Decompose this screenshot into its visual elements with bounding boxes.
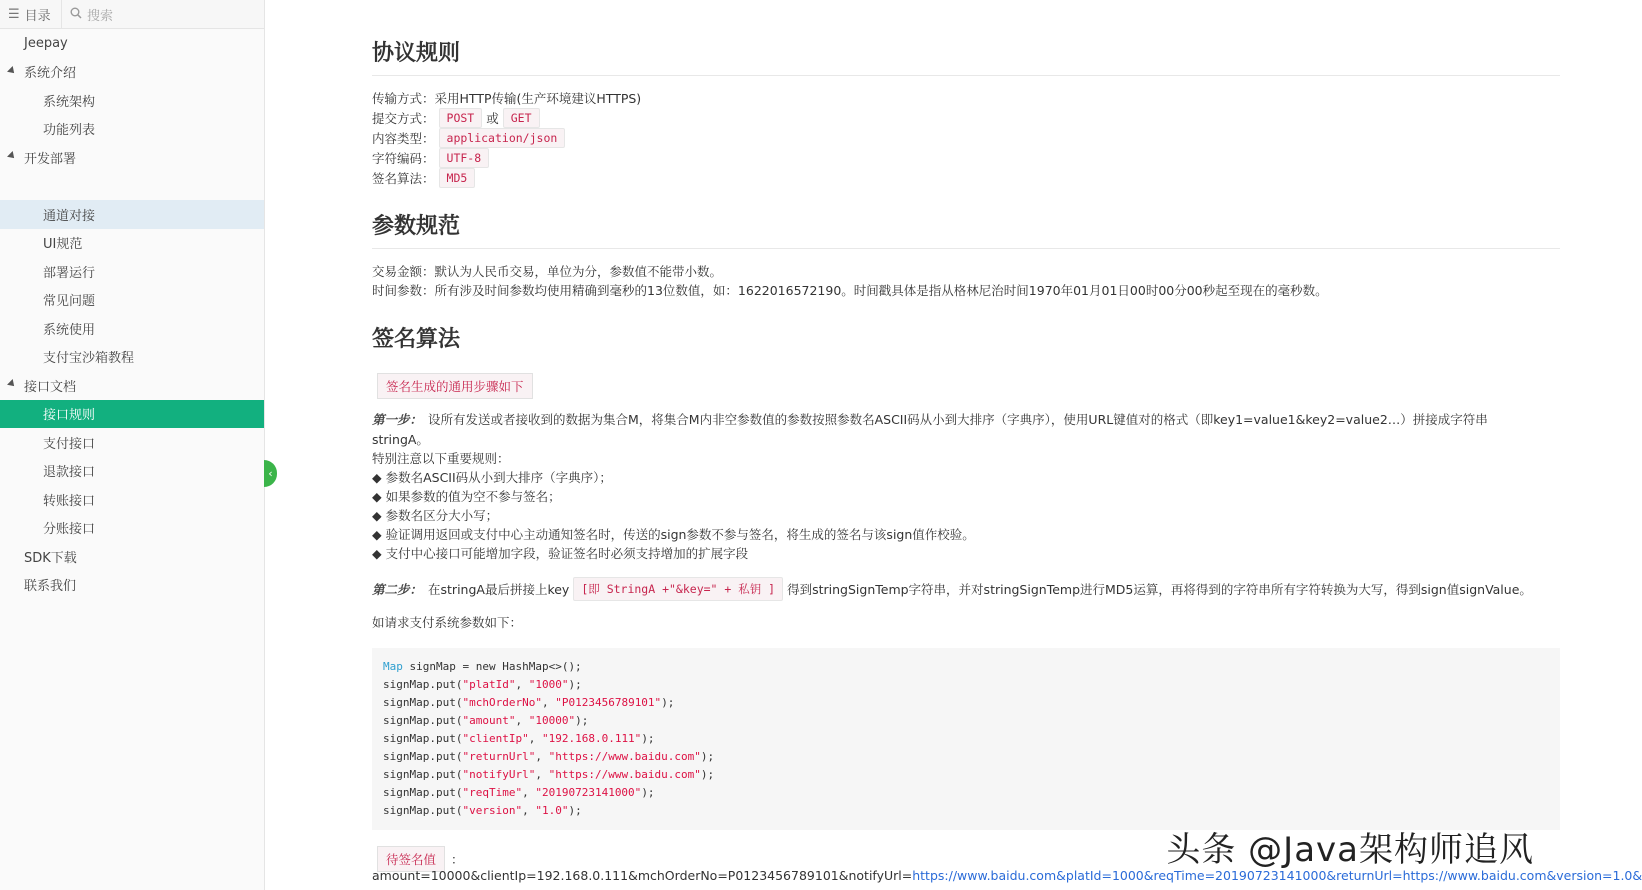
code-token: "20190723141000" xyxy=(535,786,642,799)
code-lines xyxy=(383,676,1549,820)
toc-item[interactable] xyxy=(0,400,264,429)
example-intro: 如请求支付系统参数如下： xyxy=(372,615,523,630)
sign-algo-row xyxy=(372,168,479,188)
code-line xyxy=(383,712,1549,730)
note-item: ◆ 参数名ASCII码从小到大排序（字典序）； xyxy=(372,470,612,485)
amount-text: 交易金额：默认为人民币交易，单位为分，参数值不能带小数。 xyxy=(372,264,723,279)
toc-item-label: 系统使用 xyxy=(43,322,96,338)
toc-item[interactable] xyxy=(0,143,264,172)
steps-tag-row xyxy=(377,373,533,399)
code-token: ); xyxy=(641,786,655,799)
code-token: "version" xyxy=(462,804,523,817)
code-line xyxy=(383,658,1549,676)
time-text: 时间参数：所有涉及时间参数均使用精确到毫秒的13位数值，如：1622016572190。时间戳具体是指从格林尼治时间1970年01月01日00时00分00秒起至现在的毫秒数。 xyxy=(372,283,1328,298)
toc-item-label: 系统架构 xyxy=(43,94,96,110)
signature-heading: 签名算法 xyxy=(372,327,461,352)
code-token: , xyxy=(515,714,529,727)
code-token: signMap.put( xyxy=(383,804,463,817)
toc-item-label: 支付宝沙箱教程 xyxy=(43,351,135,367)
toc-item[interactable] xyxy=(0,428,264,457)
code-token: signMap.put( xyxy=(383,732,463,745)
tab-toc-label: 目录 xyxy=(24,9,51,24)
toc-item-label: 系统介绍 xyxy=(24,66,77,82)
toc-item[interactable] xyxy=(0,371,264,400)
toc-item-label: 接口文档 xyxy=(24,379,77,395)
toc-item-label: Jeepay xyxy=(24,35,68,51)
sidebar xyxy=(0,0,265,890)
step1-cont: stringA。 xyxy=(372,432,429,447)
code-token: signMap.put( xyxy=(383,696,463,709)
code-token: , xyxy=(522,786,536,799)
toc-item-label: 功能列表 xyxy=(43,123,96,139)
submit-get-code: GET xyxy=(503,108,540,128)
code-line xyxy=(383,694,1549,712)
code-token: "1.0" xyxy=(535,804,569,817)
toc-item-label: 退款接口 xyxy=(43,465,96,481)
code-token: "1000" xyxy=(528,678,569,691)
note-item: ◆ 验证调用返回或支付中心主动通知签名时，传送的sign参数不参与签名，将生成的签名与该sign值作校验。 xyxy=(372,527,975,542)
toc-item[interactable] xyxy=(0,115,264,144)
code-token: signMap.put( xyxy=(383,714,463,727)
submit-label: 提交方式： xyxy=(372,111,435,126)
code-token: , xyxy=(541,696,556,709)
toc-item[interactable] xyxy=(0,457,264,486)
toc-item[interactable] xyxy=(0,86,264,115)
toc-item[interactable] xyxy=(0,286,264,315)
code-token: "returnUrl" xyxy=(462,750,536,763)
step2-row xyxy=(372,577,1532,601)
step2-code: [即 StringA +"&key=" + 私钥 ] xyxy=(573,577,783,601)
code-keyword: Map xyxy=(383,660,403,673)
pending-plain: amount=10000&clientIp=192.168.0.111&mchOrderNo=P0123456789101&notifyUrl= xyxy=(372,868,913,883)
tab-toc[interactable] xyxy=(0,0,62,29)
toc-item[interactable] xyxy=(0,29,264,58)
code-token: signMap.put( xyxy=(383,678,463,691)
code-token: ); xyxy=(700,768,715,781)
code-token: "192.168.0.111" xyxy=(541,732,642,745)
toc-item[interactable] xyxy=(0,200,264,229)
code-token: , xyxy=(522,804,536,817)
toc-item-label: UI规范 xyxy=(43,237,83,253)
pending-colon: ： xyxy=(451,852,464,867)
code-token: signMap.put( xyxy=(383,768,463,781)
code-line xyxy=(383,766,1549,784)
step2-label: 第二步： xyxy=(372,582,423,597)
submit-post-code: POST xyxy=(439,108,483,128)
toc-item-label: 分账接口 xyxy=(43,522,96,538)
code-block xyxy=(372,648,1560,830)
expand-arrow-icon[interactable] xyxy=(7,151,17,161)
toc-item-label: 接口规则 xyxy=(43,408,96,424)
toc-item-label: 开发部署 xyxy=(24,151,77,167)
transport-value: 采用HTTP传输(生产环境建议HTTPS) xyxy=(434,91,642,106)
step1-label: 第一步： xyxy=(372,412,423,427)
code-token: , xyxy=(535,750,549,763)
toc-item[interactable] xyxy=(0,485,264,514)
code-token: "10000" xyxy=(528,714,576,727)
toc-item[interactable] xyxy=(0,542,264,571)
toc-list xyxy=(0,29,264,599)
toc-item[interactable] xyxy=(0,257,264,286)
content-type-row xyxy=(372,128,569,148)
code-token: signMap.put( xyxy=(383,750,463,763)
code-line xyxy=(383,784,1549,802)
code-token: "amount" xyxy=(462,714,516,727)
code-token: ); xyxy=(568,804,582,817)
code-token: ); xyxy=(575,714,589,727)
code-token: "mchOrderNo" xyxy=(462,696,542,709)
code-token: "platId" xyxy=(462,678,516,691)
toc-item-blank xyxy=(0,172,264,201)
sidebar-tabs xyxy=(0,0,264,29)
sign-algo-label: 签名算法： xyxy=(372,171,435,186)
submit-row xyxy=(372,108,544,128)
collapse-sidebar-button[interactable] xyxy=(264,460,277,487)
sign-algo-code: MD5 xyxy=(439,168,476,188)
watermark: 头条 @Java架构师追风 xyxy=(1166,830,1534,870)
toc-item[interactable] xyxy=(0,229,264,258)
note-item: ◆ 如果参数的值为空不参与签名； xyxy=(372,489,561,504)
code-token: "notifyUrl" xyxy=(462,768,536,781)
code-token: ); xyxy=(568,678,582,691)
toc-item-label: 联系我们 xyxy=(24,579,77,595)
note-item: ◆ 支付中心接口可能增加字段，验证签名时必须支持增加的扩展字段 xyxy=(372,546,749,561)
charset-code: UTF-8 xyxy=(439,148,490,168)
chevron-left-icon: ‹ xyxy=(268,467,273,480)
toc-item[interactable] xyxy=(0,571,264,600)
code-line xyxy=(383,676,1549,694)
code-text: signMap = new HashMap<>(); xyxy=(402,660,582,673)
content-type-label: 内容类型： xyxy=(372,131,435,146)
toc-item-label: 常见问题 xyxy=(43,294,96,310)
code-token: , xyxy=(528,732,542,745)
tab-search[interactable] xyxy=(62,0,121,29)
step2-post: 得到stringSignTemp字符串，并对stringSignTemp进行MD5运算，再将得到的字符串所有字符转换为大写，得到sign值signValue。 xyxy=(787,582,1532,597)
notes-intro: 特别注意以下重要规则： xyxy=(372,451,510,466)
code-token: "clientIp" xyxy=(462,732,529,745)
code-token: signMap.put( xyxy=(383,786,463,799)
toc-item-label: 通道对接 xyxy=(43,208,96,224)
toc-item-label: 支付接口 xyxy=(43,436,96,452)
code-token: , xyxy=(515,678,529,691)
expand-arrow-icon[interactable] xyxy=(7,379,17,389)
menu-icon: ☰ xyxy=(8,7,20,22)
toc-item-label: 转账接口 xyxy=(43,493,96,509)
toc-item[interactable] xyxy=(0,514,264,543)
code-token: , xyxy=(535,768,549,781)
search-input[interactable]: 搜索 xyxy=(87,9,114,24)
transport-label: 传输方式： xyxy=(372,91,435,106)
toc-item[interactable] xyxy=(0,343,264,372)
note-item: ◆ 参数名区分大小写； xyxy=(372,508,499,523)
transport-row xyxy=(372,89,641,107)
pending-link[interactable]: https://www.baidu.com&platId=1000&reqTime=20190723141000&returnUrl=https://www.baidu.com&version=1.0& xyxy=(912,868,1642,883)
charset-label: 字符编码： xyxy=(372,151,435,166)
charset-row xyxy=(372,148,493,168)
toc-item[interactable] xyxy=(0,58,264,87)
step2-pre: 在stringA最后拼接上key xyxy=(428,582,570,597)
code-token: "https://www.baidu.com" xyxy=(548,768,701,781)
toc-item-label: 部署运行 xyxy=(43,265,96,281)
code-token: "P0123456789101" xyxy=(555,696,662,709)
expand-arrow-icon[interactable] xyxy=(7,66,17,76)
code-token: ); xyxy=(661,696,675,709)
protocol-heading: 协议规则 xyxy=(372,36,1560,76)
toc-item-label: SDK下载 xyxy=(24,550,77,566)
code-token: ); xyxy=(641,732,655,745)
submit-or: 或 xyxy=(486,111,499,126)
code-token: "https://www.baidu.com" xyxy=(548,750,701,763)
code-token: "reqTime" xyxy=(462,786,523,799)
code-token: ); xyxy=(700,750,715,763)
toc-item[interactable] xyxy=(0,314,264,343)
step1-text: 设所有发送或者接收到的数据为集合M，将集合M内非空参数值的参数按照参数名ASCII码从小到大排序（字典序），使用URL键值对的格式（即key1=value1&key2=value2…）拼接成字符串 xyxy=(428,412,1488,427)
search-icon xyxy=(70,7,82,23)
step1-row xyxy=(372,410,1488,428)
content-type-code: application/json xyxy=(439,128,566,148)
main-content xyxy=(372,0,1642,890)
code-line xyxy=(383,730,1549,748)
steps-tag: 签名生成的通用步骤如下 xyxy=(377,373,533,399)
pending-tag: 待签名值 xyxy=(377,846,445,872)
code-line xyxy=(383,748,1549,766)
params-heading: 参数规范 xyxy=(372,209,1560,249)
code-line xyxy=(383,802,1549,820)
